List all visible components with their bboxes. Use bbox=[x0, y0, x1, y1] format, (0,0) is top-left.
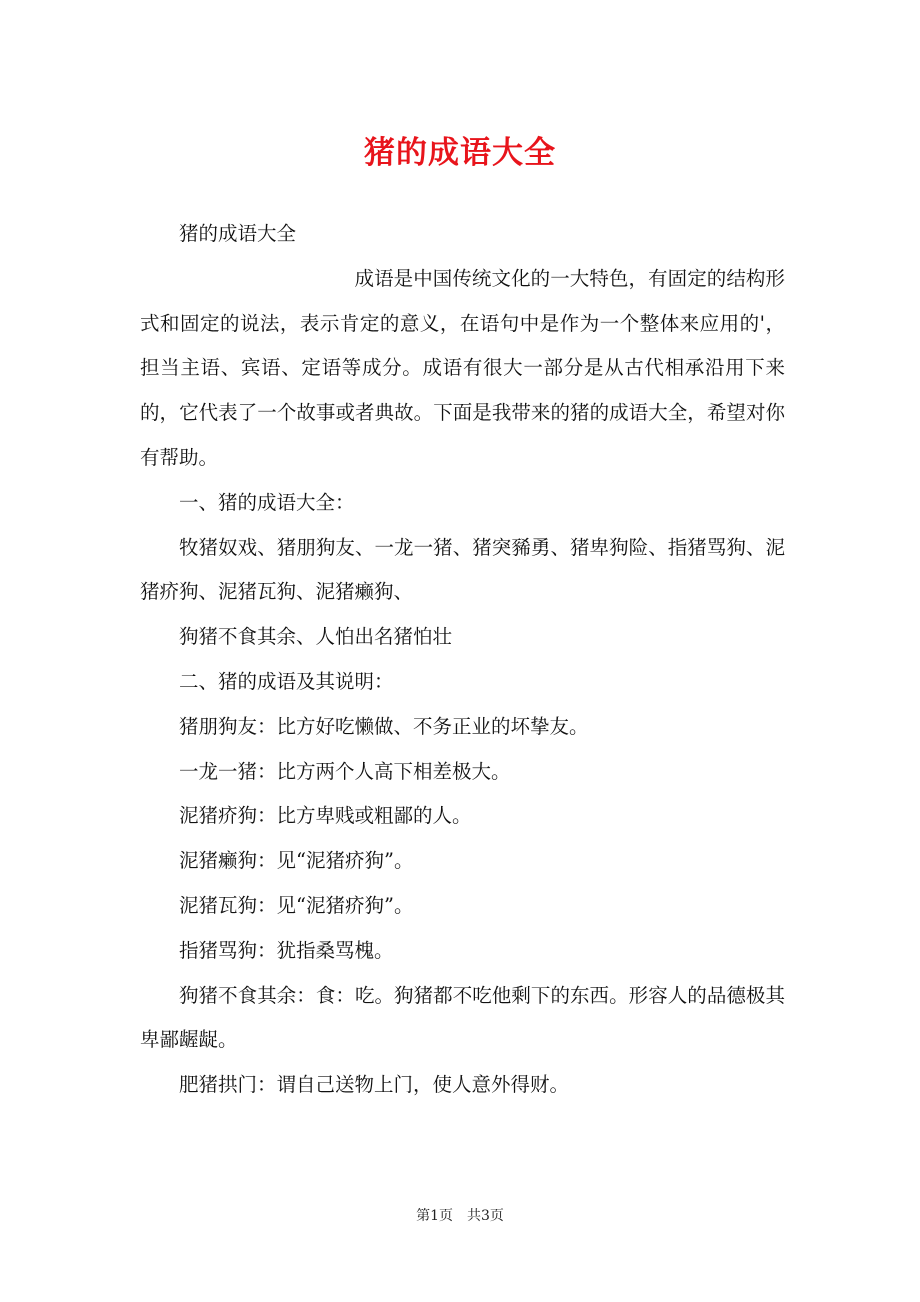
page-total: 共3页 bbox=[467, 1208, 504, 1224]
idiom-definition: 猪朋狗友：比方好吃懒做、不务正业的坏挚友。 bbox=[179, 714, 589, 738]
idiom-definition: 狗猪不食其余：食：吃。狗猪都不吃他剩下的东西。形容人的品德极其卑鄙龌龊。 bbox=[140, 983, 785, 1052]
page-footer bbox=[0, 1206, 920, 1226]
idiom-definition: 泥猪癞狗：见“泥猪疥狗”。 bbox=[179, 849, 414, 873]
subtitle-paragraph: 猪的成语大全 bbox=[179, 222, 297, 245]
section-heading-2: 二、猪的成语及其说明： bbox=[179, 669, 394, 693]
idiom-list-paragraph: 牧猪奴戏、猪朋狗友、一龙一猪、猪突豨勇、猪卑狗险、指猪骂狗、泥猪疥狗、泥猪瓦狗、泥猪癞狗、 bbox=[140, 535, 785, 604]
page-number: 第1页 bbox=[416, 1208, 453, 1224]
idiom-definition: 一龙一猪：比方两个人高下相差极大。 bbox=[179, 759, 511, 783]
document-title: 猪的成语大全 bbox=[364, 135, 556, 171]
idiom-definition: 泥猪疥狗：比方卑贱或粗鄙的人。 bbox=[179, 804, 472, 828]
idiom-list-continued: 狗猪不食其余、人怕出名猪怕壮 bbox=[179, 625, 453, 649]
document-body bbox=[140, 212, 785, 1108]
idiom-definition: 泥猪瓦狗：见“泥猪疥狗”。 bbox=[179, 893, 414, 917]
idiom-definition: 肥猪拱门：谓自己送物上门，使人意外得财。 bbox=[179, 1073, 570, 1097]
idiom-definition: 指猪骂狗：犹指桑骂槐。 bbox=[179, 938, 394, 962]
intro-paragraph: 成语是中国传统文化的一大特色，有固定的结构形式和固定的说法，表示肯定的意义，在语句中是作为一个整体来应用的'，担当主语、宾语、定语等成分。成语有很大一部分是从古代相承沿用下来的，它代表了一个故事或者典故。下面是我带来的猪的成语大全，希望对你有帮助。 bbox=[140, 266, 785, 469]
section-heading-1: 一、猪的成语大全： bbox=[179, 490, 355, 514]
